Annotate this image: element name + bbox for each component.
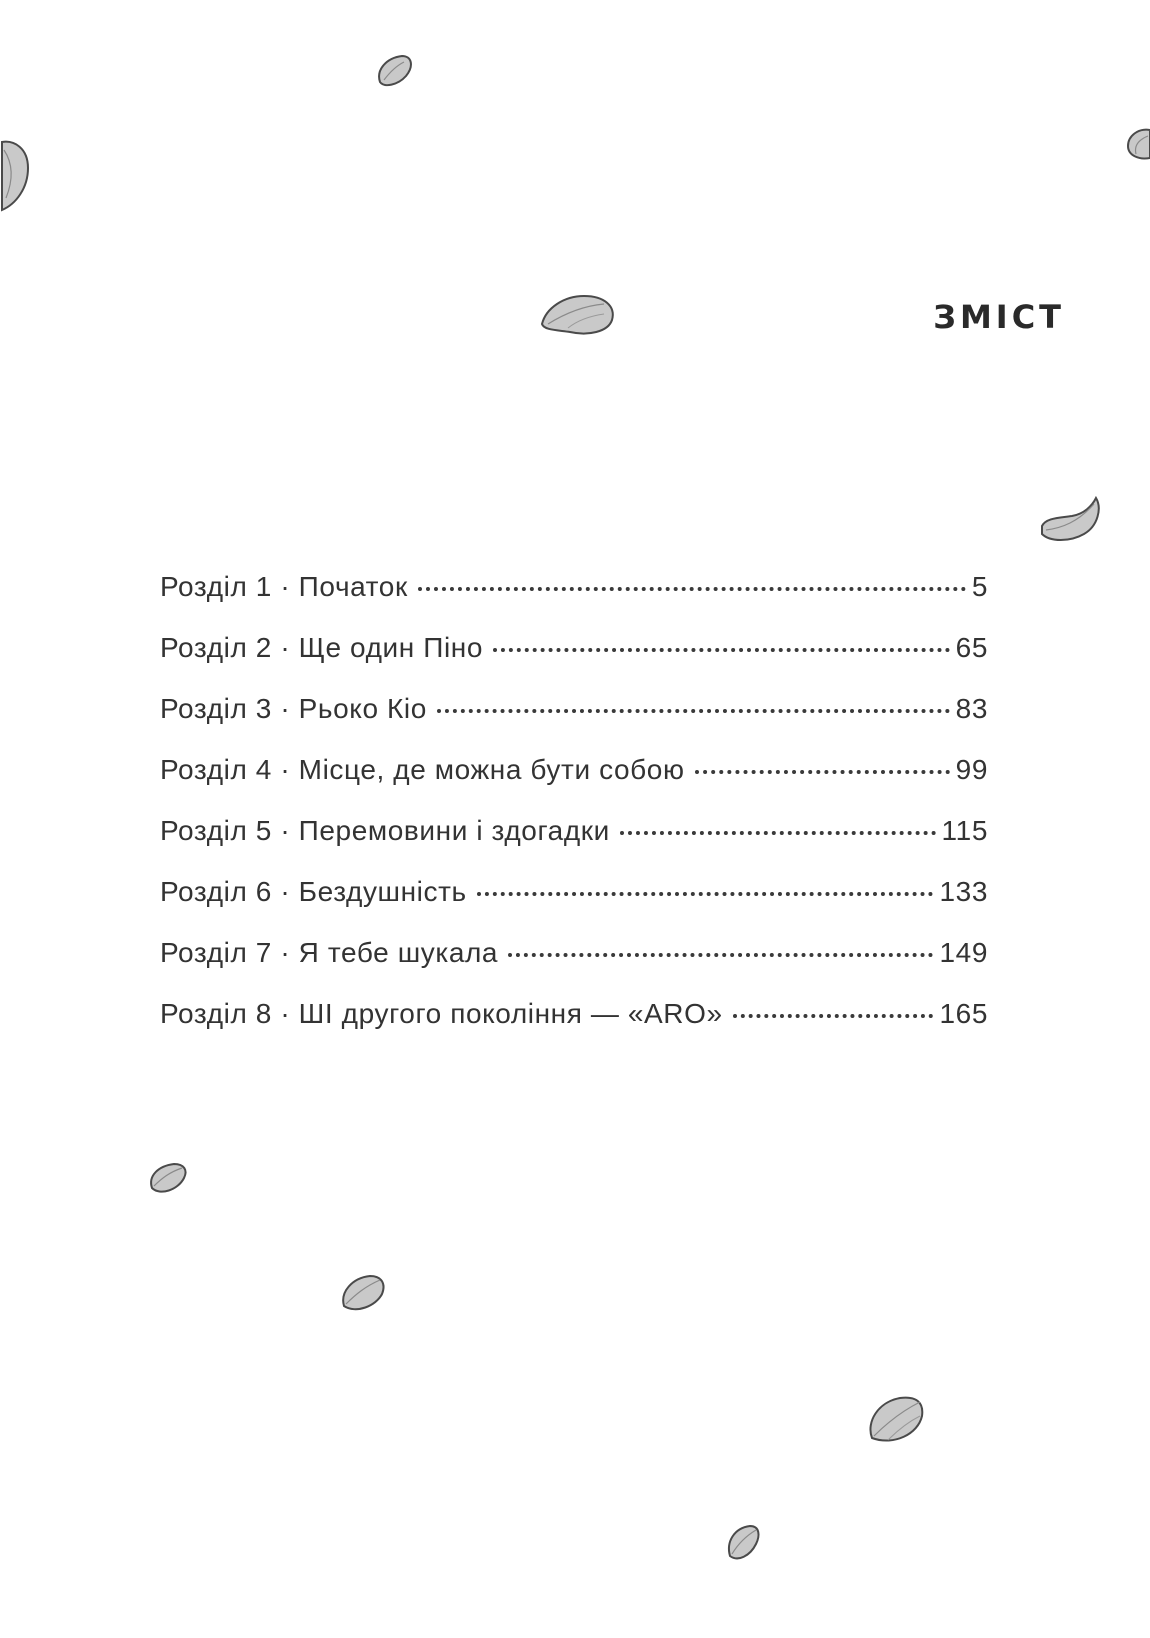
petal-icon	[372, 52, 416, 90]
petal-icon	[146, 1160, 190, 1196]
page-number: 133	[939, 876, 988, 907]
dot-leader	[695, 770, 950, 774]
petal-icon	[724, 1522, 762, 1562]
page-number: 165	[939, 998, 988, 1029]
page-number: 99	[955, 754, 988, 785]
toc-entry[interactable]	[160, 754, 988, 815]
chapter-title: Розділ 3 · Рьоко Кіо	[160, 693, 427, 724]
chapter-title: Розділ 5 · Перемовини і здогадки	[160, 815, 610, 846]
chapter-title: Розділ 7 · Я тебе шукала	[160, 937, 499, 968]
toc-entry[interactable]	[160, 632, 988, 693]
chapter-title: Розділ 1 · Початок	[160, 571, 408, 602]
chapter-title: Розділ 2 · Ще один Піно	[160, 632, 484, 663]
page-number: 149	[939, 937, 988, 968]
dot-leader	[477, 892, 934, 896]
toc-entry[interactable]	[160, 693, 988, 754]
table-of-contents	[160, 571, 988, 1059]
dot-leader	[620, 831, 936, 835]
dot-leader	[733, 1014, 934, 1018]
toc-entry[interactable]	[160, 815, 988, 876]
page-number: 65	[955, 632, 988, 663]
dot-leader	[508, 953, 933, 957]
page-number: 83	[955, 693, 988, 724]
petal-icon	[338, 1272, 388, 1314]
dot-leader	[493, 648, 950, 652]
petal-icon	[538, 290, 618, 338]
petal-icon	[0, 138, 32, 214]
chapter-title: Розділ 6 · Бездушність	[160, 876, 467, 907]
toc-entry[interactable]	[160, 998, 988, 1059]
petal-icon	[1124, 126, 1150, 162]
dot-leader	[437, 709, 950, 713]
petal-icon	[864, 1392, 928, 1448]
page-number: 5	[971, 571, 988, 602]
toc-entry[interactable]	[160, 571, 988, 632]
page-number: 115	[941, 815, 988, 846]
toc-entry[interactable]	[160, 876, 988, 937]
toc-entry[interactable]	[160, 937, 988, 998]
petal-icon	[1038, 494, 1102, 548]
page-title: ЗМІСТ	[933, 298, 1065, 336]
chapter-title: Розділ 4 · Місце, де можна бути собою	[160, 754, 685, 785]
chapter-title: Розділ 8 · ШІ другого покоління — «ARO»	[160, 998, 723, 1029]
dot-leader	[418, 587, 966, 591]
